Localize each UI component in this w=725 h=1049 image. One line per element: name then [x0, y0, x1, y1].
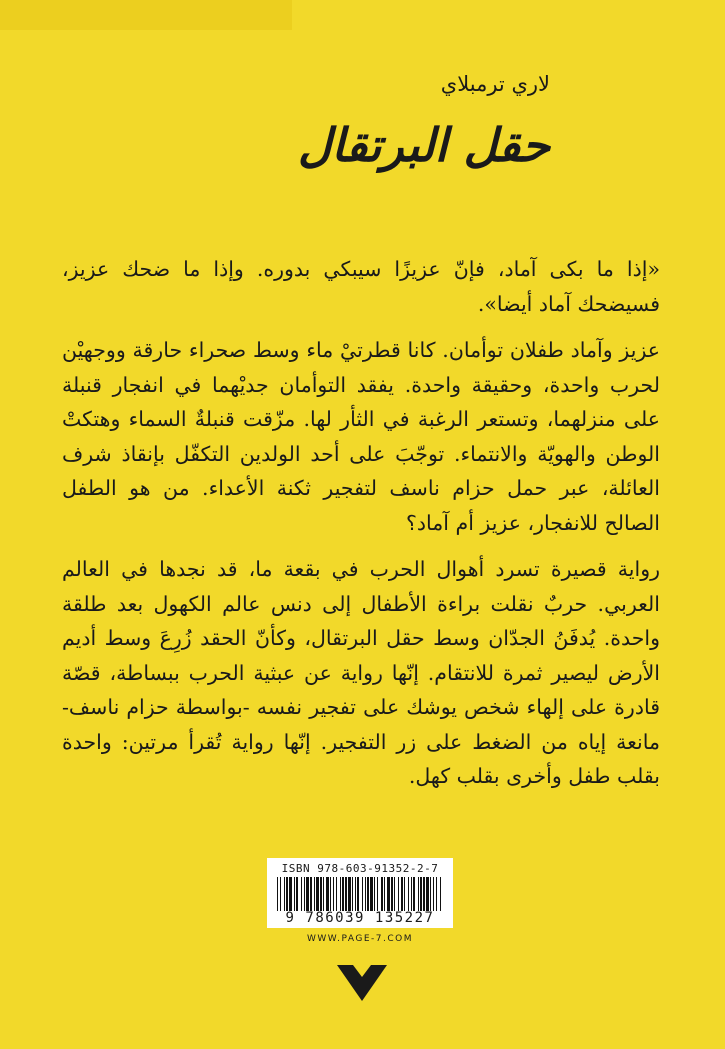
author-name: لاري ترمبلاي: [440, 72, 550, 96]
publisher-website: WWW.PAGE-7.COM: [306, 934, 413, 944]
barcode-number: 9 786039 135227: [285, 910, 435, 926]
top-color-band: [0, 0, 292, 30]
barcode-bars: [275, 877, 445, 911]
barcode: [267, 858, 453, 928]
book-title: حقل البرتقال: [297, 118, 550, 172]
chevron-down-icon: [335, 963, 389, 1003]
blurb: [62, 252, 660, 806]
blurb-quote: «إذا ما بكى آماد، فإنّ عزيزًا سيبكي بدوره. وإذا ما ضحك عزيز، فسيضحك آماد أيضا».: [62, 257, 660, 316]
blurb-synopsis: عزيز وآماد طفلان توأمان. كانا قطرتيْ ماء وسط صحراء حارقة ووجهيْن لحرب واحدة، وحقيقة واحدة. يفقد التوأمان جديْهما في انفجار قنبلة على منزلهما، وتستعر الرغبة في الثأر لها. مزّقت قنبلةٌ السماء وهتكتْ الوطن والهويّة والانتماء. توجّبَ على أحد الولدين التكفّل بإنقاذ شرف العائلة، عبر حمل حزام ناسف لتفجير ثكنة الأعداء. من هو الطفل الصالح للانفجار، عزيز أم آماد؟: [62, 338, 660, 535]
isbn-label: ISBN 978-603-91352-2-7: [281, 862, 439, 875]
blurb-description: رواية قصيرة تسرد أهوال الحرب في بقعة ما، قد نجدها في العالم العربي. حربٌ نقلت براءة الأطفال إلى دنس عالم الكهول بعد طلقة واحدة. يُدفَنُ الجدّان وسط حقل البرتقال، وكأنّ الحقد زُرِعَ وسط أديم الأرض ليصير ثمرة للانتقام. إنّها رواية عن عبثية الحرب ببساطة، قصّة قادرة على إلهاء شخص يوشك على تفجير نفسه -بواسطة حزام ناسف- مانعة إياه من الضغط على زر التفجير. إنّها رواية تُقرأ مرتين: واحدة بقلب طفل وأخرى بقلب كهل.: [62, 557, 660, 788]
